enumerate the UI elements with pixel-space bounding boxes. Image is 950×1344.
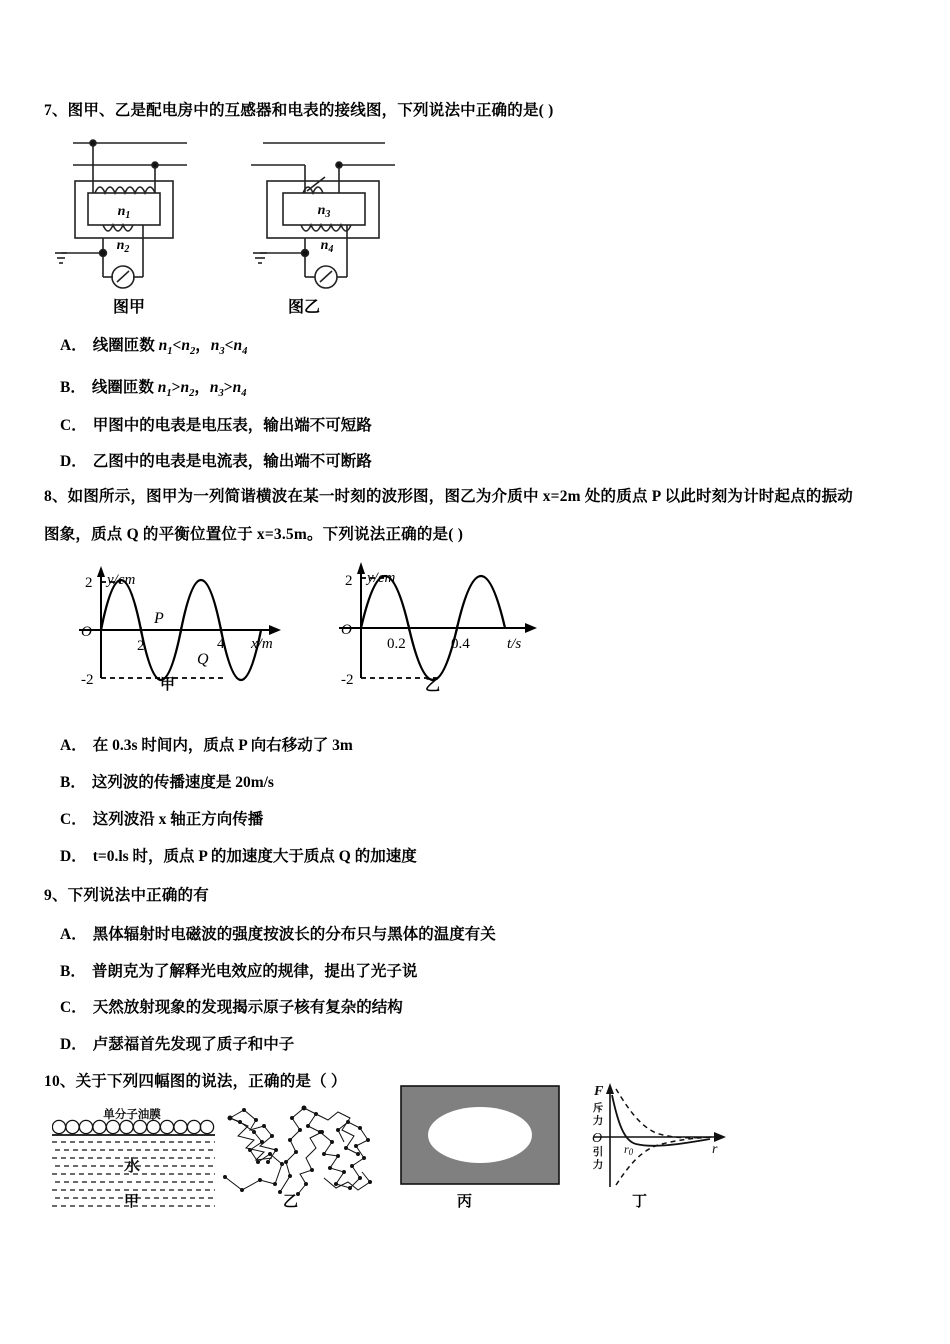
oil-film-label: 单分子油膜 xyxy=(103,1109,161,1121)
option-b-text: 这列波的传播速度是 20m/s xyxy=(91,774,274,791)
question-8-option-b[interactable] xyxy=(60,771,274,794)
x-tick-04-yi: 0.4 xyxy=(451,636,470,652)
question-9-option-b[interactable] xyxy=(60,960,417,983)
coil-label-n3: $n_3$ xyxy=(317,203,331,220)
option-d-label: D． xyxy=(60,848,87,865)
x-tick-2-jia: 2 xyxy=(137,638,145,654)
option-a-n3: $n_3$ xyxy=(210,337,225,358)
question-8-option-d[interactable] xyxy=(60,845,417,868)
figure-caption-jia: 甲 xyxy=(124,1194,140,1210)
option-b-text: 普朗克为了解释光电效应的规律，提出了光子说 xyxy=(91,963,418,980)
question-7-figure xyxy=(55,133,425,318)
y-tick-2-jia: 2 xyxy=(85,575,93,591)
option-c-text: 甲图中的电表是电压表，输出端不可短路 xyxy=(92,417,372,434)
question-9-option-c[interactable] xyxy=(60,996,403,1019)
option-b-comma: ， xyxy=(194,379,210,396)
repulsive-force-label-char1: 斥 xyxy=(592,1102,604,1114)
repulsive-force-label-char2: 力 xyxy=(592,1115,604,1127)
x-axis-label-r: r xyxy=(712,1142,718,1157)
option-b-label: B． xyxy=(60,379,86,396)
attractive-force-label-char1: 引 xyxy=(592,1146,604,1158)
option-a-label: A． xyxy=(60,737,87,754)
wave-snapshot-graph xyxy=(55,560,305,685)
question-7-option-b[interactable] xyxy=(60,376,247,402)
option-b-label: B． xyxy=(60,963,86,980)
water-label: 水 xyxy=(123,1158,141,1175)
option-c-text: 这列波沿 x 轴正方向传播 xyxy=(92,811,264,828)
attractive-force-label-char2: 力 xyxy=(592,1159,604,1171)
coil-label-n2: $n_2$ xyxy=(116,238,130,255)
point-label-p: P xyxy=(154,610,164,627)
question-8-stem-line-1: 8、如图所示，图甲为一列简谐横波在某一时刻的波形图，图乙为介质中 x=2m 处的质点 P 以此时刻为计时起点的振动 xyxy=(44,488,854,505)
coil-label-n4: $n_4$ xyxy=(320,238,334,255)
question-10-stem: 10、关于下列四幅图的说法，正确的是（ ） xyxy=(44,1073,347,1090)
vibration-graph xyxy=(315,556,565,684)
option-a-n1: $n_1$ xyxy=(158,337,173,358)
y-axis-label-jia: y/cm xyxy=(107,572,136,588)
coil-label-n1: $n_1$ xyxy=(117,204,131,221)
option-d-text: 乙图中的电表是电流表，输出端不可断路 xyxy=(92,453,372,470)
option-c-label: C． xyxy=(60,999,87,1016)
option-a-comma: ， xyxy=(195,337,211,354)
option-d-text: t=0.ls 时，质点 P 的加速度大于质点 Q 的加速度 xyxy=(92,848,417,865)
figure-caption-tu-jia: 图甲 xyxy=(113,299,146,316)
question-8-stem-line-2: 图象，质点 Q 的平衡位置位于 x=3.5m。下列说法正确的是( ) xyxy=(44,526,464,543)
option-a-label: A． xyxy=(60,337,87,354)
white-ellipse xyxy=(428,1107,532,1163)
option-d-text: 卢瑟福首先发现了质子和中子 xyxy=(92,1036,295,1053)
figure-caption-bing: 丙 xyxy=(457,1194,473,1210)
y-axis-label-force: F xyxy=(594,1084,604,1099)
option-a-n2: $n_2$ xyxy=(181,337,196,358)
x-axis-label-yi: t/s xyxy=(507,636,522,652)
origin-label-yi: O xyxy=(341,622,352,638)
figure-caption-ding: 丁 xyxy=(632,1194,648,1210)
option-a-text: 线圈匝数 xyxy=(92,337,159,354)
x-tick-02-yi: 0.2 xyxy=(387,636,406,652)
option-a-label: A． xyxy=(60,926,87,943)
question-9-option-d[interactable] xyxy=(60,1033,294,1056)
option-b-n2: $n_2$ xyxy=(180,379,195,400)
question-9-option-a[interactable] xyxy=(60,923,496,946)
option-b-n3: $n_3$ xyxy=(209,379,224,400)
option-d-label: D． xyxy=(60,453,87,470)
question-7-option-a[interactable] xyxy=(60,334,247,360)
option-b-n4: $n_4$ xyxy=(232,379,247,400)
intermolecular-force-graph xyxy=(580,1075,740,1193)
question-8-option-a[interactable] xyxy=(60,734,353,757)
question-7-stem: 7、图甲、乙是配电房中的互感器和电表的接线图，下列说法中正确的是( ) xyxy=(44,102,554,119)
option-b-text: 线圈匝数 xyxy=(91,379,158,396)
y-axis-label-yi: y/cm xyxy=(367,570,396,586)
question-7-option-c[interactable] xyxy=(60,414,372,437)
x-tick-4-jia: 4 xyxy=(217,636,225,652)
wave-snapshot-caption: 甲 xyxy=(160,677,176,693)
ellipse-pattern-diagram xyxy=(400,1085,560,1185)
question-8-option-c[interactable] xyxy=(60,808,263,831)
option-b-label: B． xyxy=(60,774,86,791)
option-c-label: C． xyxy=(60,417,87,434)
option-a-text: 在 0.3s 时间内，质点 P 向右移动了 3m xyxy=(92,737,353,754)
figure-caption-tu-yi: 图乙 xyxy=(288,299,321,316)
option-b-rel1: > xyxy=(171,379,181,396)
y-tick-2-yi: 2 xyxy=(345,573,353,589)
option-a-rel2: < xyxy=(224,337,234,354)
y-tick-neg2-yi: -2 xyxy=(341,672,354,684)
option-a-n4: $n_4$ xyxy=(233,337,248,358)
option-a-rel1: < xyxy=(172,337,182,354)
option-d-label: D． xyxy=(60,1036,87,1053)
y-tick-neg2-jia: -2 xyxy=(81,672,94,685)
option-c-label: C． xyxy=(60,811,87,828)
question-9-stem: 9、下列说法中正确的有 xyxy=(44,887,209,904)
origin-label-ding: O xyxy=(592,1131,603,1146)
point-label-q: Q xyxy=(197,651,209,668)
option-b-rel2: > xyxy=(223,379,233,396)
question-7-option-d[interactable] xyxy=(60,450,372,473)
x-axis-label-jia: x/m xyxy=(251,636,273,652)
option-c-text: 天然放射现象的发现揭示原子核有复杂的结构 xyxy=(92,999,403,1016)
x-tick-r0: r0 xyxy=(624,1142,634,1157)
vibration-graph-caption: 乙 xyxy=(425,678,441,694)
origin-label-jia: O xyxy=(81,624,92,640)
option-a-text: 黑体辐射时电磁波的强度按波长的分布只与黑体的温度有关 xyxy=(92,926,496,943)
option-b-n1: $n_1$ xyxy=(157,379,172,400)
figure-caption-yi: 乙 xyxy=(283,1194,299,1210)
brownian-motion-diagram xyxy=(220,1092,380,1210)
